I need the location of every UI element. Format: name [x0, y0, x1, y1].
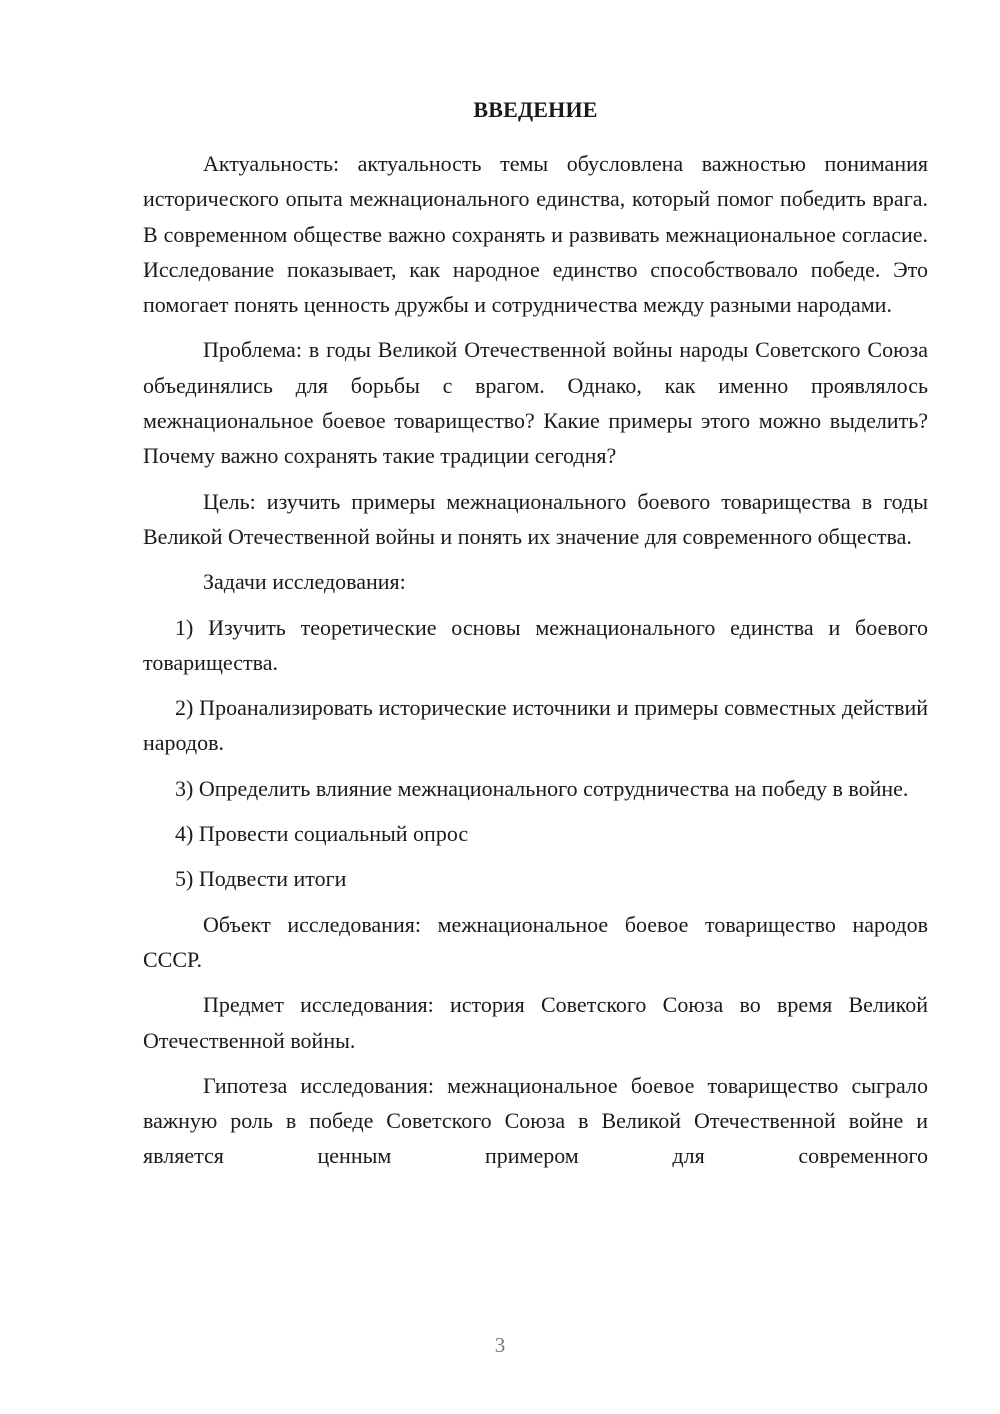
paragraph-relevance: Актуальность: актуальность темы обусловлена важностью понимания исторического опыта межнационального единства, который помог победить врага. В современном обществе важно сохранять и развивать межнациональное согласие. Исследование показывает, как народное единство способствовало победе. Это помогает понять ценность дружбы и сотрудничества между разными народами. [143, 151, 928, 318]
task-item-2: 2) Проанализировать исторические источники и примеры совместных действий народов. [143, 695, 928, 756]
page-content [143, 92, 928, 1184]
paragraph-problem: Проблема: в годы Великой Отечественной войны народы Советского Союза объединялись для борьбы с врагом. Однако, как именно проявлялось межнациональное боевое товарищество? Какие примеры этого можно выделить? Почему важно сохранять такие традиции сегодня? [143, 337, 928, 469]
task-item-3: 3) Определить влияние межнационального сотрудничества на победу в войне. [175, 775, 909, 801]
paragraph-goal: Цель: изучить примеры межнационального боевого товарищества в годы Великой Отечественной войны и понять их значение для современного общества. [143, 488, 928, 549]
task-item-4: 4) Провести социальный опрос [175, 821, 469, 847]
paragraph-subject: Предмет исследования: история Советского Союза во время Великой Отечественной войны. [143, 992, 928, 1053]
paragraph-object: Объект исследования: межнациональное боевое товарищество народов СССР. [143, 911, 928, 972]
paragraph-hypothesis: Гипотеза исследования: межнациональное боевое товарищество сыграло важную роль в победе Советского Союза в Великой Отечественной войне и является ценным примером для современного [143, 1072, 928, 1169]
task-item-1: 1) Изучить теоретические основы межнационального единства и боевого товарищества. [143, 614, 928, 675]
tasks-heading: Задачи исследования: [203, 569, 406, 595]
page-number: 3 [494, 1333, 506, 1357]
task-item-5: 5) Подвести итоги [175, 866, 347, 892]
page-title: ВВЕДЕНИЕ [473, 97, 598, 122]
